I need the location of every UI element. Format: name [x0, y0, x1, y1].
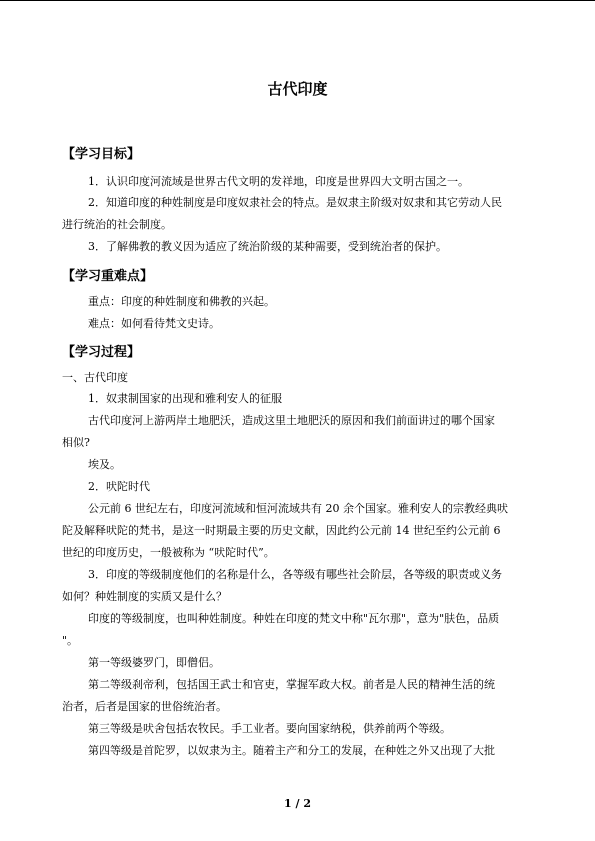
subsection-heading: 一、古代印度 [62, 371, 128, 384]
paragraph-line: 世纪的印度历史，一般被称为 “吠陀时代”。 [62, 546, 275, 559]
paragraph-line: 陀及解释吠陀的梵书，是这一时期最主要的历史文献，因此约公元前 14 世纪至约公元前 6 [62, 524, 501, 537]
paragraph-line: 第三等级是吠舍包括农牧民。手工业者。要向国家纳税，供养前两个等级。 [88, 722, 451, 735]
page-top-border [0, 0, 595, 1]
paragraph-line: "。 [62, 634, 79, 647]
paragraph-line: 印度的等级制度，也叫种姓制度。种姓在印度的梵文中称"瓦尔那"，意为"肤色，品质 [88, 612, 500, 625]
paragraph-line: 2．知道印度的种姓制度是印度奴隶社会的特点。是奴隶主阶级对奴隶和其它劳动人民 [88, 196, 502, 209]
page-number: 1 / 2 [284, 797, 311, 810]
section-heading-process: 【学习过程】 [62, 345, 141, 360]
paragraph-line: 进行统治的社会制度。 [62, 218, 172, 231]
page-title: 古代印度 [267, 80, 328, 98]
paragraph-line: 第四等级是首陀罗，以奴隶为主。随着主产和分工的发展，在种姓之外又出现了大批 [88, 744, 495, 757]
paragraph-line: 治者，后者是国家的世俗统治者。 [62, 700, 227, 713]
paragraph-line: 古代印度河上游两岸土地肥沃，造成这里土地肥沃的原因和我们前面讲过的哪个国家 [88, 414, 495, 427]
paragraph-line: 1．认识印度河流域是世界古代文明的发祥地，印度是世界四大文明古国之一。 [88, 175, 469, 188]
paragraph-line: 第二等级刹帝利，包括国王武士和官吏，掌握军政大权。前者是人民的精神生活的统 [88, 678, 495, 691]
paragraph-line: 公元前 6 世纪左右，印度河流域和恒河流域共有 20 余个国家。雅利安人的宗教经典吠 [88, 502, 508, 515]
paragraph-line: 3．印度的等级制度他们的名称是什么，各等级有哪些社会阶层，各等级的职责或义务 [88, 568, 502, 581]
paragraph-line: 如何？种姓制度的实质又是什么？ [62, 590, 227, 603]
paragraph-line: 第一等级婆罗门，即僧侣。 [88, 656, 220, 669]
section-heading-key-points: 【学习重难点】 [62, 269, 154, 284]
paragraph-line: 3．了解佛教的教义因为适应了统治阶级的某种需要，受到统治者的保护。 [88, 240, 447, 253]
paragraph-line: 埃及。 [88, 458, 121, 471]
paragraph-line: 难点：如何看待梵文史诗。 [88, 317, 220, 330]
paragraph-line: 1．奴隶制国家的出现和雅利安人的征服 [88, 392, 282, 405]
paragraph-line: 相似? [62, 436, 90, 449]
paragraph-line: 重点：印度的种姓制度和佛教的兴起。 [88, 295, 275, 308]
section-heading-goals: 【学习目标】 [62, 147, 141, 162]
paragraph-line: 2．吠陀时代 [88, 480, 150, 493]
